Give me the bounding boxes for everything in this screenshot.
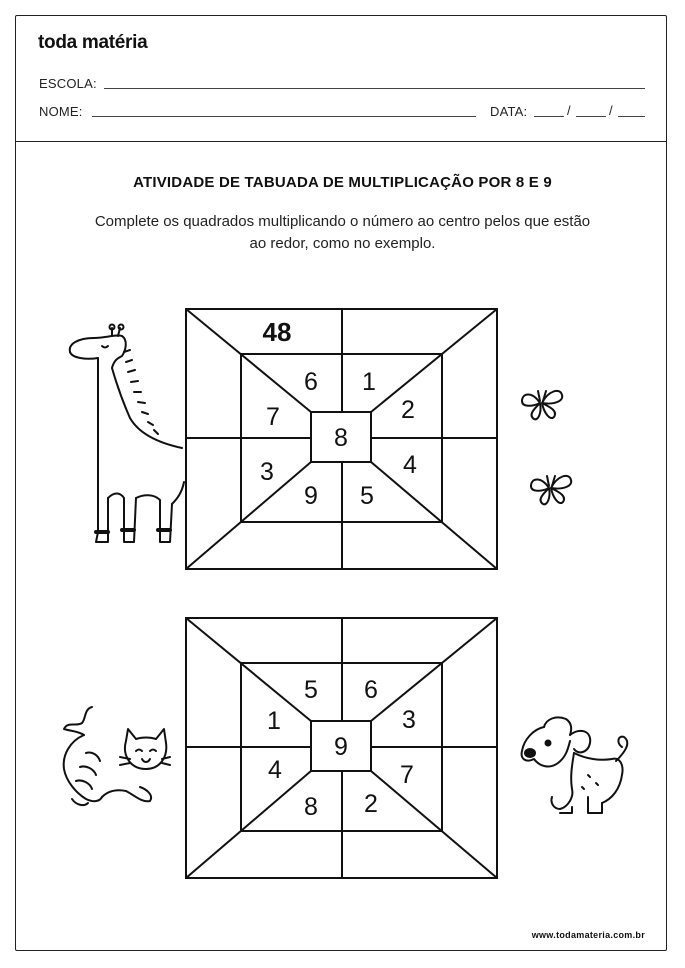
number-left-top: 1: [267, 707, 281, 735]
number-right-bottom: 4: [403, 451, 417, 479]
activity-instructions: [50, 211, 635, 255]
instructions-line-1: Complete os quadrados multiplicando o número ao centro pelos que estão: [94, 213, 591, 230]
butterfly-icon: [527, 468, 575, 508]
name-field[interactable]: [92, 116, 476, 117]
number-bottom-right: 5: [360, 482, 374, 510]
name-label: NOME:: [39, 104, 83, 119]
number-right-bottom: 7: [400, 761, 414, 789]
number-top-right: 1: [362, 368, 376, 396]
number-right-top: 2: [401, 396, 415, 424]
brand-logo: toda matéria: [38, 32, 148, 53]
date-separator: /: [609, 103, 613, 118]
number-bottom-left: 8: [304, 793, 318, 821]
giraffe-icon: [64, 322, 190, 550]
example-answer: 48: [262, 317, 292, 347]
footer-website[interactable]: www.todamateria.com.br: [531, 930, 645, 940]
butterfly-icon: [518, 383, 566, 423]
school-label: ESCOLA:: [39, 76, 97, 91]
number-bottom-left: 9: [304, 482, 318, 510]
number-top-left: 5: [304, 676, 318, 704]
number-top-left: 6: [304, 368, 318, 396]
date-separator: /: [567, 103, 571, 118]
center-number: 9: [334, 733, 348, 761]
cat-icon: [56, 703, 172, 811]
number-bottom-right: 2: [364, 790, 378, 818]
multiplication-square-1: [185, 308, 498, 570]
date-year-field[interactable]: [618, 116, 645, 117]
number-left-bottom: 4: [268, 756, 282, 784]
school-field[interactable]: [104, 88, 645, 89]
multiplication-square-2: [185, 617, 498, 879]
date-month-field[interactable]: [576, 116, 606, 117]
number-right-top: 3: [402, 706, 416, 734]
center-number: 8: [334, 424, 348, 452]
activity-title: ATIVIDADE DE TABUADA DE MULTIPLICAÇÃO POR 8 E 9: [133, 174, 552, 191]
number-left-top: 7: [266, 403, 280, 431]
number-top-right: 6: [364, 676, 378, 704]
header-divider: [15, 141, 667, 142]
number-left-bottom: 3: [260, 458, 274, 486]
date-day-field[interactable]: [534, 116, 564, 117]
date-label: DATA:: [490, 104, 528, 119]
dog-icon: [516, 713, 632, 823]
instructions-line-2: ao redor, como no exemplo.: [249, 235, 436, 252]
